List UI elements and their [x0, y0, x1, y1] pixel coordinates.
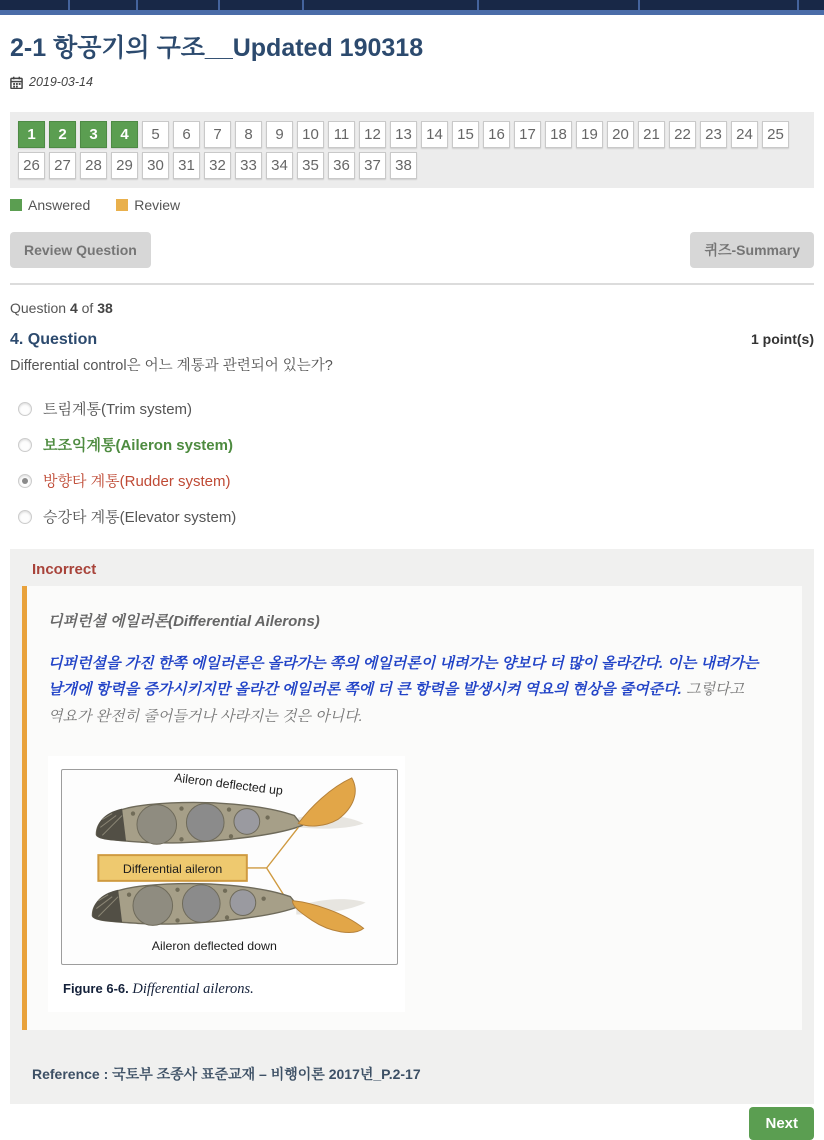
radio-button[interactable] [18, 438, 32, 452]
question-number-box[interactable]: 10 [297, 121, 324, 148]
figure-caption-text: Differential ailerons. [128, 980, 254, 997]
question-number-box[interactable]: 34 [266, 152, 293, 179]
divider [10, 283, 814, 285]
reference-text: Reference : 국토부 조종사 표준교재 – 비행이론 2017년_P.2-17 [32, 1065, 421, 1082]
quiz-summary-button[interactable]: 퀴즈-Summary [690, 232, 814, 268]
option-label[interactable]: 승강타 계통(Elevator system) [43, 509, 237, 526]
top-accent-strip [0, 10, 824, 15]
verdict-label: Incorrect [32, 561, 97, 578]
top-navigation-bar [0, 0, 824, 10]
question-number-box[interactable]: 30 [142, 152, 169, 179]
question-number-box[interactable]: 31 [173, 152, 200, 179]
question-number-box[interactable]: 2 [49, 121, 76, 148]
question-number-box[interactable]: 1 [18, 121, 45, 148]
question-heading: 4. Question [10, 331, 98, 348]
question-number-box[interactable]: 13 [390, 121, 417, 148]
option-row [10, 499, 814, 534]
review-legend-swatch [116, 199, 128, 211]
next-button[interactable]: Next [749, 1107, 814, 1140]
explanation-rest: 그렇다고 역요가 완전히 줄어들거나 사라지는 것은 아니다. [48, 681, 744, 725]
question-number-box[interactable]: 7 [204, 121, 231, 148]
quiz-toolbar [10, 232, 814, 268]
date-row [10, 75, 814, 89]
question-number-box[interactable]: 12 [359, 121, 386, 148]
option-row [10, 463, 814, 498]
progress-total: 38 [97, 300, 113, 316]
explanation-body [48, 651, 776, 730]
page-title: 2-1 항공기의 구조__Updated 190318 [10, 34, 424, 62]
answered-legend-label: Answered [28, 197, 91, 213]
question-number-box[interactable]: 26 [18, 152, 45, 179]
explanation-highlight: 디퍼런셜을 가진 한쪽 에일러론은 올라가는 쪽의 에일러론이 내려가는 양보다 더 많이 올라간다. 이는 내려가는 날개에 항력을 증가시키지만 올라간 에일러론 쪽에 더 큰 항력을 발생시켜 역요의 현상을 줄여준다. [48, 655, 759, 699]
grid-legend [10, 197, 814, 213]
quiz-date: 2019-03-14 [29, 75, 93, 89]
option-row [10, 391, 814, 426]
option-label[interactable]: 보조익계통(Aileron system) [43, 437, 233, 454]
question-grid-panel [10, 112, 814, 188]
question-number-box[interactable]: 14 [421, 121, 448, 148]
question-number-box[interactable]: 6 [173, 121, 200, 148]
differential-aileron-diagram [61, 769, 398, 965]
figure-label-box: Differential aileron [122, 861, 223, 876]
question-text: Differential control은 어느 계통과 관련되어 있는가? [10, 358, 333, 374]
figure-block [48, 756, 405, 1012]
wing-rib-bottom [92, 883, 365, 932]
question-number-box[interactable]: 36 [328, 152, 355, 179]
question-number-box[interactable]: 4 [111, 121, 138, 148]
figure-caption-number: Figure 6-6. [63, 980, 129, 996]
question-number-box[interactable]: 24 [731, 121, 758, 148]
question-progress: Question 4 of 38 [10, 300, 113, 316]
review-legend-label: Review [134, 197, 181, 213]
options-list [10, 391, 814, 534]
figure-label-down: Aileron deflected down [151, 938, 277, 953]
explanation-heading: 디퍼런셜 에일러론(Differential Ailerons) [48, 613, 320, 630]
question-number-box[interactable]: 9 [266, 121, 293, 148]
question-number-box[interactable]: 22 [669, 121, 696, 148]
answered-legend-swatch [10, 199, 22, 211]
question-number-box[interactable]: 8 [235, 121, 262, 148]
question-number-box[interactable]: 17 [514, 121, 541, 148]
question-number-box[interactable]: 27 [49, 152, 76, 179]
question-number-box[interactable]: 5 [142, 121, 169, 148]
radio-button[interactable] [18, 402, 32, 416]
question-number-box[interactable]: 32 [204, 152, 231, 179]
question-number-box[interactable]: 20 [607, 121, 634, 148]
question-points: 1 point(s) [751, 331, 814, 347]
question-number-box[interactable]: 37 [359, 152, 386, 179]
question-number-box[interactable]: 16 [483, 121, 510, 148]
question-number-box[interactable]: 25 [762, 121, 789, 148]
calendar-icon [10, 76, 23, 89]
figure-label-up: Aileron deflected up [173, 770, 284, 798]
review-question-button[interactable]: Review Question [10, 232, 151, 268]
question-number-box[interactable]: 18 [545, 121, 572, 148]
question-number-box[interactable]: 28 [80, 152, 107, 179]
radio-button[interactable] [18, 510, 32, 524]
figure-caption [63, 981, 395, 998]
option-row [10, 427, 814, 462]
explanation-box [22, 586, 802, 1030]
question-number-box[interactable]: 33 [235, 152, 262, 179]
question-number-box[interactable]: 11 [328, 121, 355, 148]
option-label[interactable]: 방향타 계통(Rudder system) [43, 473, 231, 490]
question-number-box[interactable]: 23 [700, 121, 727, 148]
option-label[interactable]: 트림계통(Trim system) [43, 401, 193, 418]
question-number-box[interactable]: 19 [576, 121, 603, 148]
question-number-box[interactable]: 35 [297, 152, 324, 179]
question-grid [16, 119, 808, 181]
question-number-box[interactable]: 29 [111, 152, 138, 179]
progress-current: 4 [69, 300, 78, 316]
question-number-box[interactable]: 38 [390, 152, 417, 179]
question-number-box[interactable]: 15 [452, 121, 479, 148]
result-panel [10, 549, 814, 1104]
question-number-box[interactable]: 3 [80, 121, 107, 148]
question-number-box[interactable]: 21 [638, 121, 665, 148]
radio-button[interactable] [18, 474, 32, 488]
